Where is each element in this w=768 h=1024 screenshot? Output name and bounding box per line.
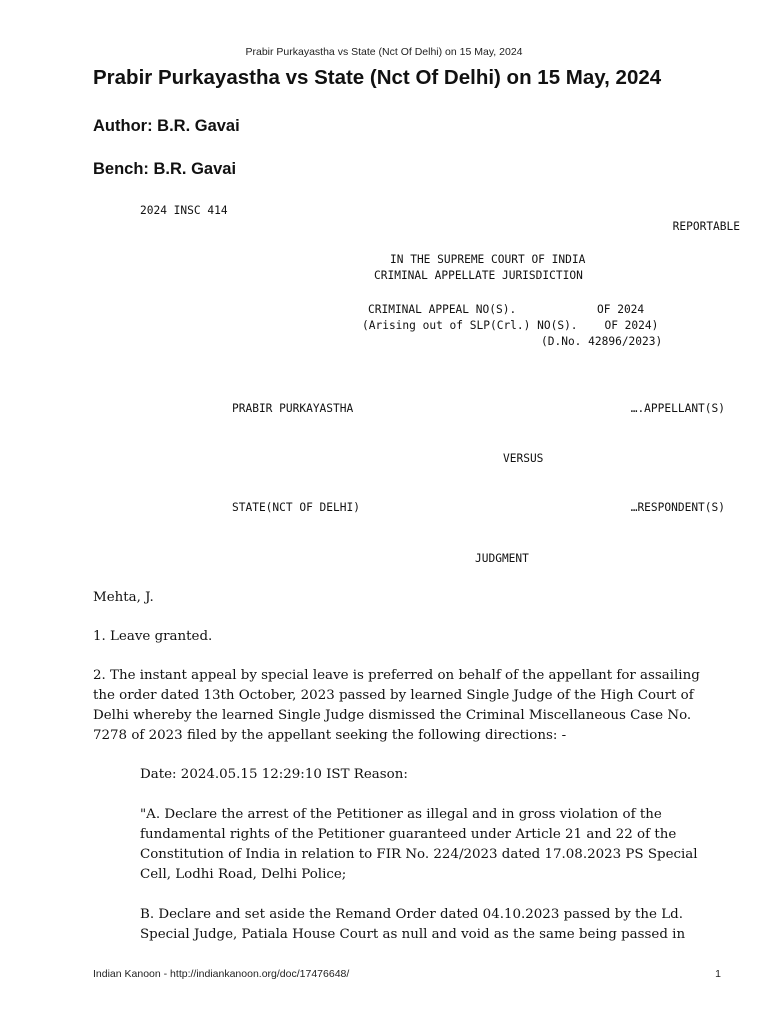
respondent-name: STATE(NCT OF DELHI) — [232, 501, 360, 514]
appellant-role: ….APPELLANT(S) — [630, 402, 725, 415]
versus-label: VERSUS — [503, 452, 544, 465]
citation: 2024 INSC 414 — [140, 204, 228, 217]
paragraph-2: 2. The instant appeal by special leave is preferred on behalf of the appellant for assailing the order dated 13th October, 2023 passed by learned Single Judge of the High Court of Delhi whereby the learned Single Judge dismissed the Criminal Miscellaneous Case No. 7278 of 2023 filed by the appellant seeking the following directions: - — [93, 668, 700, 743]
quote-item-a: "A. Declare the arrest of the Petitioner as illegal and in gross violation of the fundamental rights of the Petitioner guaranteed under Article 21 and 22 of the Constitution of India in relation to FIR No. 224/2023 dated 17.08.2023 PS Special Cell, Lodhi Road, Delhi Police; — [140, 807, 698, 882]
page-number: 1 — [715, 968, 721, 980]
appeal-number-line: CRIMINAL APPEAL NO(S). OF 2024 — [368, 303, 645, 316]
respondent-role: …RESPONDENT(S) — [630, 501, 725, 514]
running-header: Prabir Purkayastha vs State (Nct Of Delhi) on 15 May, 2024 — [245, 46, 523, 58]
signature-date: Date: 2024.05.15 12:29:10 IST Reason: — [140, 767, 408, 782]
judge-name: Mehta, J. — [93, 590, 154, 605]
jurisdiction: CRIMINAL APPELLATE JURISDICTION — [374, 269, 583, 282]
footer-source-link[interactable]: Indian Kanoon - http://indiankanoon.org/doc/17476648/ — [93, 968, 350, 980]
judgment-heading: JUDGMENT — [475, 552, 529, 565]
arising-line: (Arising out of SLP(Crl.) NO(S). OF 2024) — [362, 319, 659, 332]
reportable-label: REPORTABLE — [672, 220, 740, 233]
diary-number-line: (D.No. 42896/2023) — [541, 335, 663, 348]
document-title: Prabir Purkayastha vs State (Nct Of Delhi) on 15 May, 2024 — [93, 66, 662, 89]
appellant-name: PRABIR PURKAYASTHA — [232, 402, 354, 415]
quote-item-b: B. Declare and set aside the Remand Order dated 04.10.2023 passed by the Ld. Special Judge, Patiala House Court as null and void as the same being passed in — [140, 907, 686, 942]
paragraph-1: 1. Leave granted. — [93, 629, 213, 644]
bench-line: Bench: B.R. Gavai — [93, 160, 237, 178]
court-name: IN THE SUPREME COURT OF INDIA — [390, 253, 586, 266]
author-line: Author: B.R. Gavai — [93, 117, 240, 135]
